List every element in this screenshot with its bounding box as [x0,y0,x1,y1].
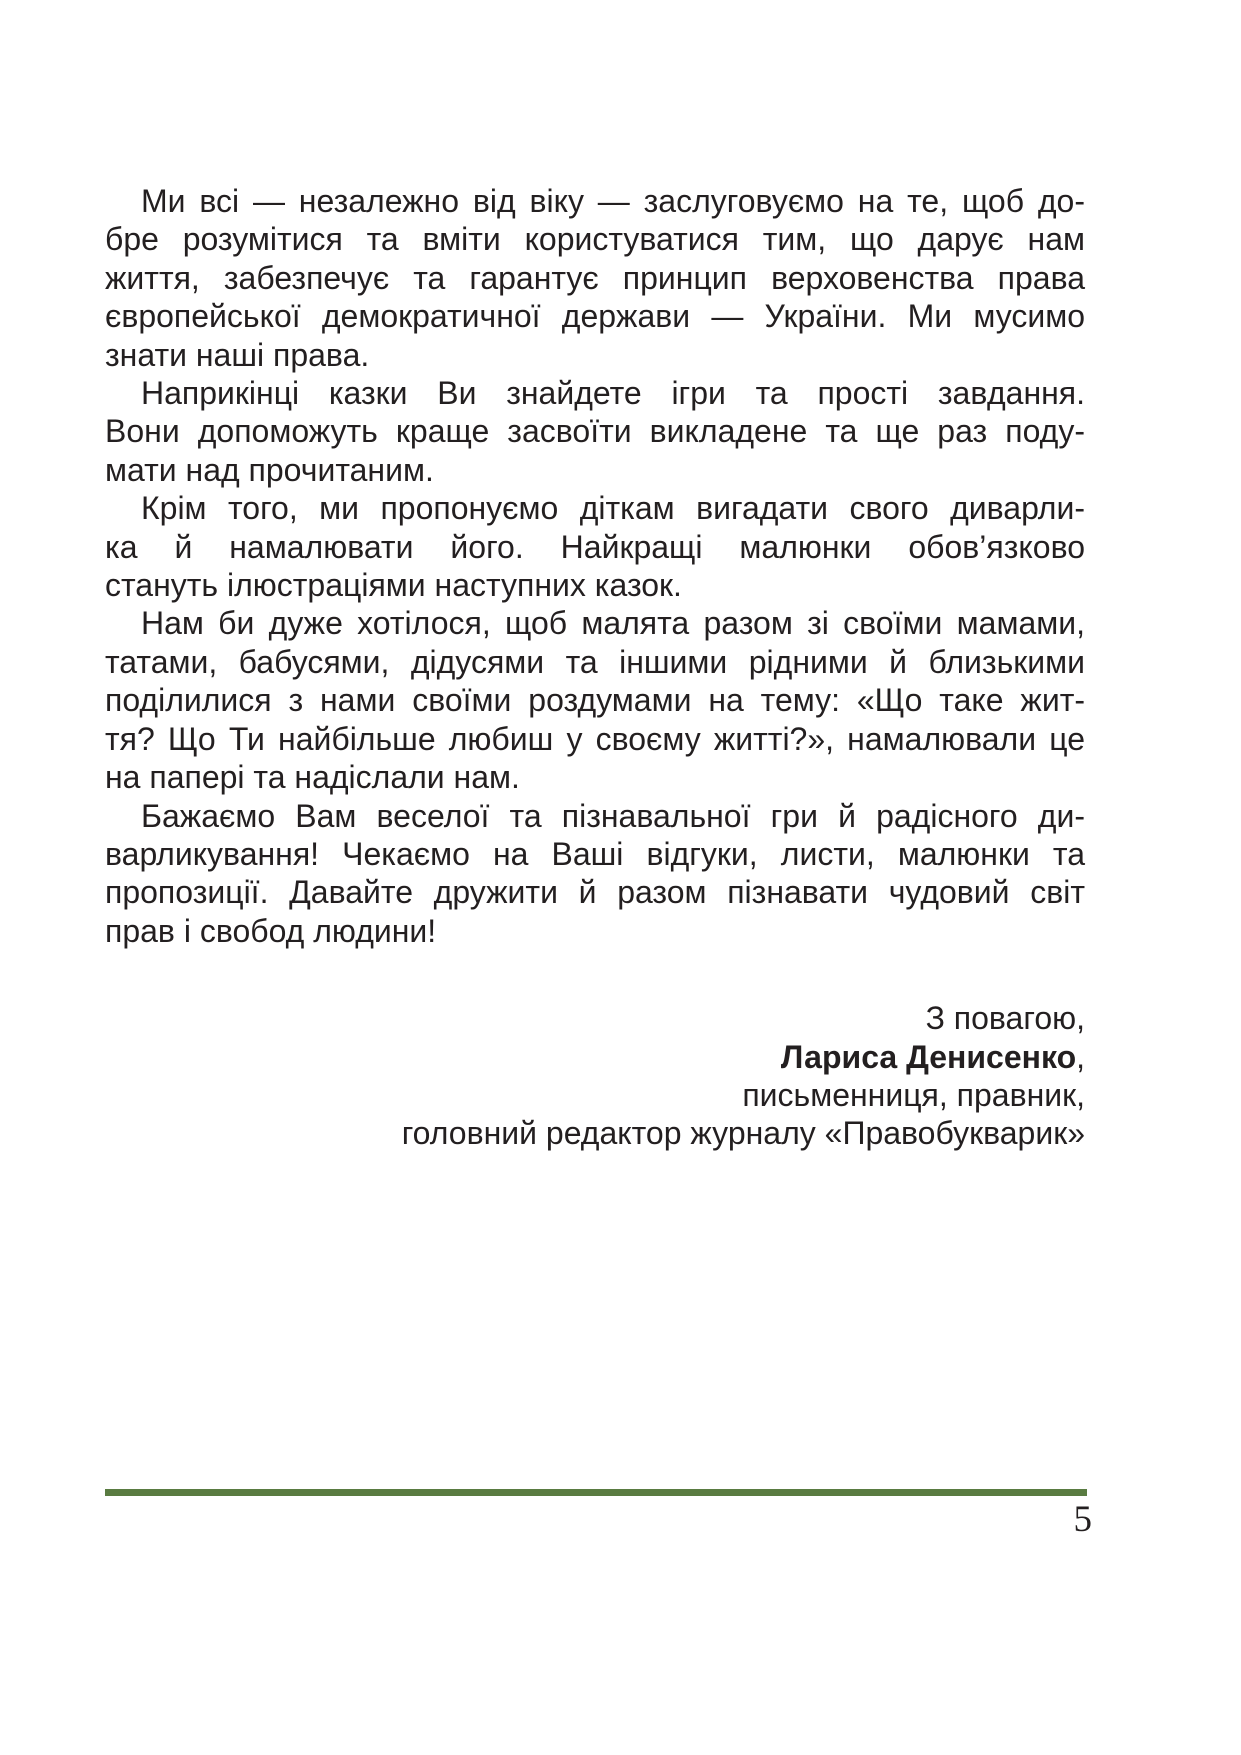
paragraph [105,797,1085,951]
text-line: Нам би дуже хотілося, щоб малята разом зі своїми мамами, [141,605,1085,642]
text-line: на папері та надіслали нам. [105,759,520,796]
text-line: Вони допоможуть краще засвоїти викладене та ще раз поду- [105,413,1085,450]
text-line: ка й намалювати його. Найкращі малюнки обов’язково [105,528,1085,565]
text-line: Ми всі — незалежно від віку — заслуговуємо на те, щоб до- [141,183,1085,219]
text-line: Наприкінці казки Ви знайдете ігри та прості завдання. [141,375,1085,412]
signature-name-suffix: , [1076,1038,1085,1075]
page-number: 5 [1073,1499,1092,1540]
text-line: татами, бабусями, дідусями та іншими рідними й близькими [105,643,1085,680]
signature-role: головний редактор журналу «Правобукварик» [401,1115,1085,1152]
text-line: варликування! Чекаємо на Ваші відгуки, листи, малюнки та [105,835,1085,872]
footer-divider-rule [105,1489,1087,1496]
text-line: Бажаємо Вам веселої та пізнавальної гри й радісного ди- [141,797,1085,834]
text-line: бре розумітися та вміти користуватися тим, що дарує нам [105,221,1085,258]
text-line: пропозиції. Давайте дружити й разом пізнавати чудовий світ [105,874,1085,911]
text-line: поділилися з нами своїми роздумами на тему: «Що таке жит- [105,682,1085,719]
signature-block [105,999,1085,1153]
text-line: тя? Що Ти найбільше любиш у своєму житті?», намалювали це [105,720,1085,757]
text-line: мати над прочитаним. [105,451,434,488]
paragraph [105,374,1085,489]
signature-role: письменниця, правник, [742,1076,1085,1113]
text-line: стануть ілюстраціями наступних казок. [105,567,682,604]
paragraph [105,182,1085,374]
signature-name: Лариса Денисенко [780,1038,1077,1075]
text-line: знати наші права. [105,336,370,373]
text-line: життя, забезпечує та гарантує принцип верховенства права [105,259,1085,296]
paragraph [105,604,1085,796]
signature-salutation: З повагою, [925,1000,1085,1037]
paragraph [105,489,1085,604]
body-text [105,182,1085,1153]
text-line: Крім того, ми пропонуємо діткам вигадати свого диварли- [141,490,1085,527]
signature-name-line [105,1038,1085,1076]
text-line: європейської демократичної держави — України. Ми мусимо [105,298,1085,335]
text-line: прав і свобод людини! [105,912,437,949]
